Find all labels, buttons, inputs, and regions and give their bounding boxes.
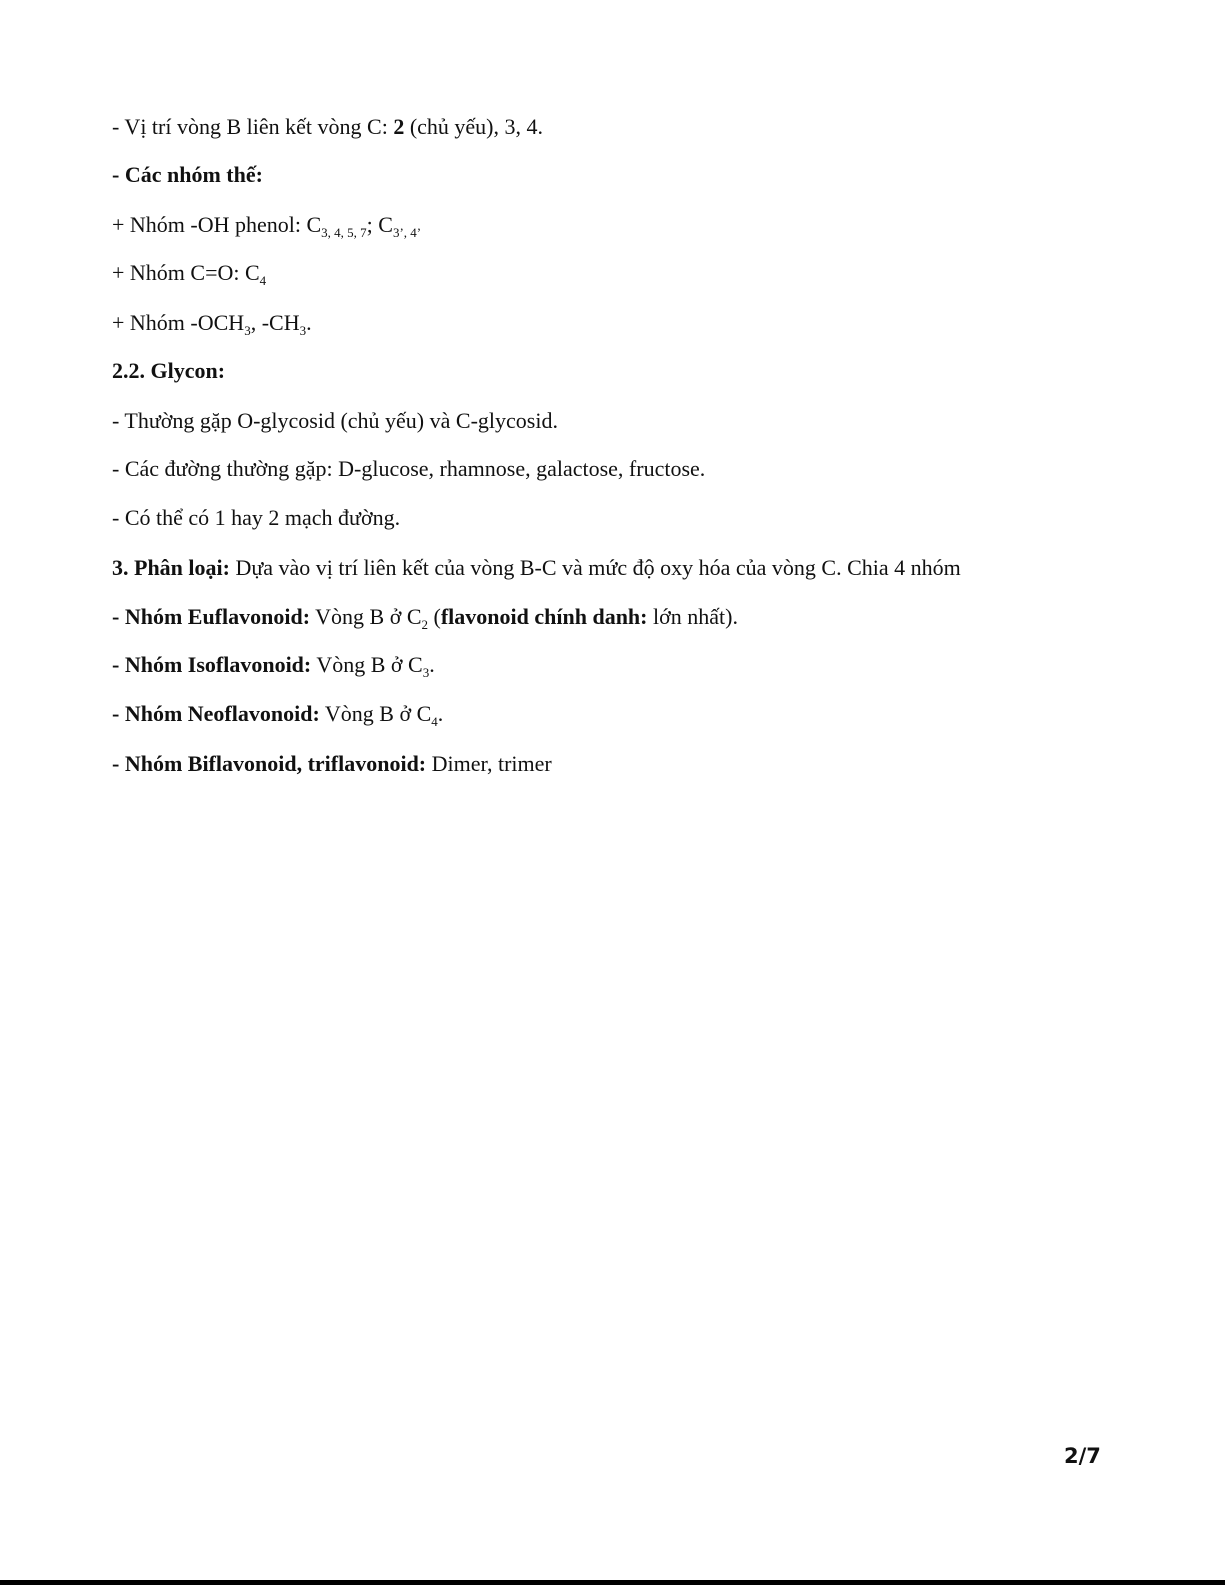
text: . [429,652,435,677]
text: Vòng B ở C [319,701,432,726]
ring-b-position-line [112,114,543,140]
subscript: 2 [421,617,429,632]
group-label: - Nhóm Biflavonoid, triflavonoid: [112,751,427,776]
text: - Có thể có 1 hay 2 mạch đường. [112,505,401,530]
bold-text: 2 [393,114,405,139]
heading-text: 2.2. Glycon: [112,358,226,383]
text: - Vị trí vòng B liên kết vòng C: [112,114,394,139]
text: (chủ yếu), 3, 4. [404,114,543,139]
text: lớn nhất). [647,604,738,629]
subscript: 3 [299,323,307,338]
page-number: 2/7 [1064,1444,1101,1468]
text: Vòng B ở C [311,652,423,677]
text: + Nhóm -OCH [112,310,245,335]
text: Dimer, trimer [426,751,552,776]
text: ( [428,604,441,629]
bottom-border [0,1580,1225,1585]
text: Dựa vào vị trí liên kết của vòng B-C và mức độ oxy hóa của vòng C. Chia 4 nhóm [229,555,961,580]
subscript: 3, 4, 5, 7 [321,225,367,240]
text: . [437,701,444,726]
group-label: - Nhóm Neoflavonoid: [112,701,320,726]
glycon-heading [112,358,225,384]
subscript: 4 [431,714,438,729]
subscript: 3 [244,323,251,338]
subscript: 3’, 4’ [392,225,422,240]
section-label: 3. Phân loại: [112,555,230,580]
text: , -CH [250,310,300,335]
biflavonoid-line [112,751,552,777]
substituents-heading [112,162,263,188]
methoxy-methyl-line [112,310,312,336]
heading-text: - Các nhóm thế: [112,162,263,187]
classification-line [112,555,961,581]
euflavonoid-line [112,604,738,630]
bold-text: flavonoid chính danh: [440,604,648,629]
text: Vòng B ở C [310,604,422,629]
isoflavonoid-line [112,652,435,678]
text: - Các đường thường gặp: D-glucose, rhamnose, galactose, fructose. [112,456,706,481]
neoflavonoid-line [112,701,443,727]
text: . [306,310,312,335]
group-label: - Nhóm Euflavonoid: [112,604,311,629]
sugar-chains-line [112,505,400,531]
carbonyl-line [112,260,266,286]
text: - Thường gặp O-glycosid (chủ yếu) và C-glycosid. [112,408,558,433]
oh-phenol-line [112,212,421,238]
text: + Nhóm -OH phenol: C [112,212,322,237]
text: ; C [366,212,393,237]
glycosid-line [112,408,558,434]
common-sugars-line [112,456,705,482]
text: + Nhóm C=O: C [112,260,260,285]
subscript: 3 [422,665,430,680]
group-label: - Nhóm Isoflavonoid: [112,652,312,677]
subscript: 4 [259,273,267,288]
